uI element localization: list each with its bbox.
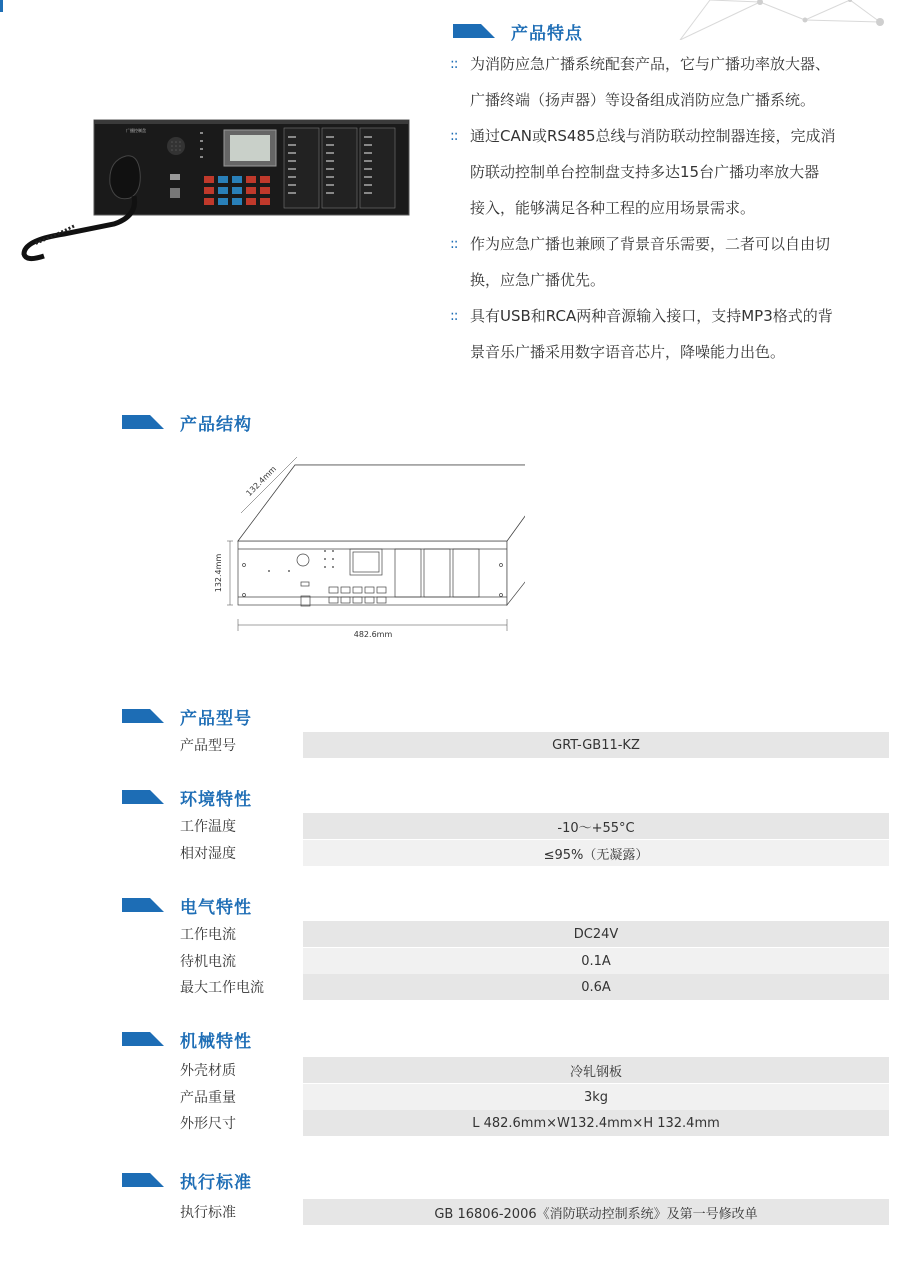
- section-title: 环境特性: [180, 789, 252, 810]
- electrical-header: [122, 894, 252, 916]
- spec-label: 产品重量: [180, 1090, 236, 1106]
- standard-header: [122, 1169, 252, 1191]
- feature-bullet: ::: [450, 236, 458, 252]
- feature-line: [450, 226, 895, 262]
- feature-text: 广播终端（扬声器）等设备组成消防应急广播系统。: [470, 91, 816, 109]
- feature-bullet: [450, 262, 470, 298]
- section-flag-icon: [122, 1032, 164, 1046]
- spec-label: 外形尺寸: [180, 1116, 236, 1132]
- spec-row: [180, 840, 889, 866]
- features-header: [453, 20, 583, 42]
- section-title: 机械特性: [180, 1031, 252, 1052]
- feature-line: [450, 190, 895, 226]
- spec-row: [180, 974, 889, 1000]
- product-photo: [14, 118, 414, 263]
- feature-text: 为消防应急广播系统配套产品，它与广播功率放大器、: [470, 55, 831, 73]
- feature-line: [450, 118, 895, 154]
- spec-label: 工作温度: [180, 819, 236, 835]
- feature-text: 防联动控制单台控制盘支持多达15台广播功率放大器: [470, 163, 820, 181]
- structure-header: [122, 411, 252, 433]
- feature-bullet: [450, 82, 470, 118]
- feature-text: 接入，能够满足各种工程的应用场景需求。: [470, 199, 756, 217]
- feature-line: [450, 262, 895, 298]
- section-flag-icon: [122, 415, 164, 429]
- feature-bullet: ::: [450, 128, 458, 144]
- feature-line: [450, 154, 895, 190]
- section-title: 执行标准: [180, 1172, 252, 1193]
- spec-row: [180, 921, 889, 947]
- spec-value: 0.6A: [303, 974, 889, 1000]
- feature-bullet: ::: [450, 56, 458, 72]
- spec-label: 工作电流: [180, 927, 236, 943]
- spec-row: [180, 948, 889, 974]
- spec-label: 待机电流: [180, 954, 236, 970]
- feature-text: 景音乐广播采用数字语音芯片，降噪能力出色。: [470, 343, 786, 361]
- feature-line: [450, 298, 895, 334]
- feature-bullet: [450, 190, 470, 226]
- spec-row: [180, 813, 889, 839]
- feature-line: [450, 334, 895, 370]
- feature-bullet: [450, 334, 470, 370]
- spec-label: 相对湿度: [180, 846, 236, 862]
- network-decoration: [650, 0, 923, 40]
- section-flag-icon: [122, 790, 164, 804]
- section-title: 电气特性: [180, 897, 252, 918]
- feature-text: 换，应急广播优先。: [470, 271, 606, 289]
- svg-text:广播控制盘: 广播控制盘: [126, 128, 146, 133]
- feature-text: 通过CAN或RS485总线与消防联动控制器连接，完成消: [470, 127, 836, 145]
- section-title: 产品特点: [511, 23, 583, 44]
- feature-bullet: [450, 154, 470, 190]
- features-list: [450, 46, 895, 370]
- spec-value: 冷轧钢板: [303, 1057, 889, 1083]
- spec-value: -10～+55°C: [303, 813, 889, 839]
- spec-value: L 482.6mm×W132.4mm×H 132.4mm: [303, 1110, 889, 1136]
- feature-line: [450, 46, 895, 82]
- feature-text: 具有USB和RCA两种音源输入接口，支持MP3格式的背: [470, 307, 833, 325]
- spec-row: [180, 1199, 889, 1225]
- dim-depth-label: 132.4mm: [244, 464, 279, 499]
- feature-bullet: ::: [450, 308, 458, 324]
- spec-label: 最大工作电流: [180, 980, 264, 996]
- section-flag-icon: [453, 24, 495, 38]
- spec-label: 产品型号: [180, 738, 236, 754]
- section-flag-icon: [122, 1173, 164, 1187]
- section-title: 产品结构: [180, 414, 252, 435]
- dim-width-label: 482.6mm: [353, 630, 393, 639]
- section-title: 产品型号: [180, 708, 252, 729]
- spec-value: ≤95%（无凝露）: [303, 840, 889, 866]
- dim-height-label: 132.4mm: [214, 553, 223, 593]
- structure-drawing: [205, 455, 525, 650]
- spec-label: 执行标准: [180, 1205, 236, 1221]
- page-edge-mark: [0, 0, 3, 12]
- spec-row: [180, 1110, 889, 1136]
- section-flag-icon: [122, 709, 164, 723]
- feature-line: [450, 82, 895, 118]
- section-flag-icon: [122, 898, 164, 912]
- spec-row: [180, 1057, 889, 1083]
- spec-value: GB 16806-2006《消防联动控制系统》及第一号修改单: [303, 1199, 889, 1225]
- spec-value: DC24V: [303, 921, 889, 947]
- spec-value: 0.1A: [303, 948, 889, 974]
- feature-text: 作为应急广播也兼顾了背景音乐需要，二者可以自由切: [470, 235, 831, 253]
- spec-value: GRT-GB11-KZ: [303, 732, 889, 758]
- spec-row: [180, 1084, 889, 1110]
- spec-row: [180, 732, 889, 758]
- spec-value: 3kg: [303, 1084, 889, 1110]
- environment-header: [122, 786, 252, 808]
- mechanical-header: [122, 1028, 252, 1050]
- spec-label: 外壳材质: [180, 1063, 236, 1079]
- model-header: [122, 705, 252, 727]
